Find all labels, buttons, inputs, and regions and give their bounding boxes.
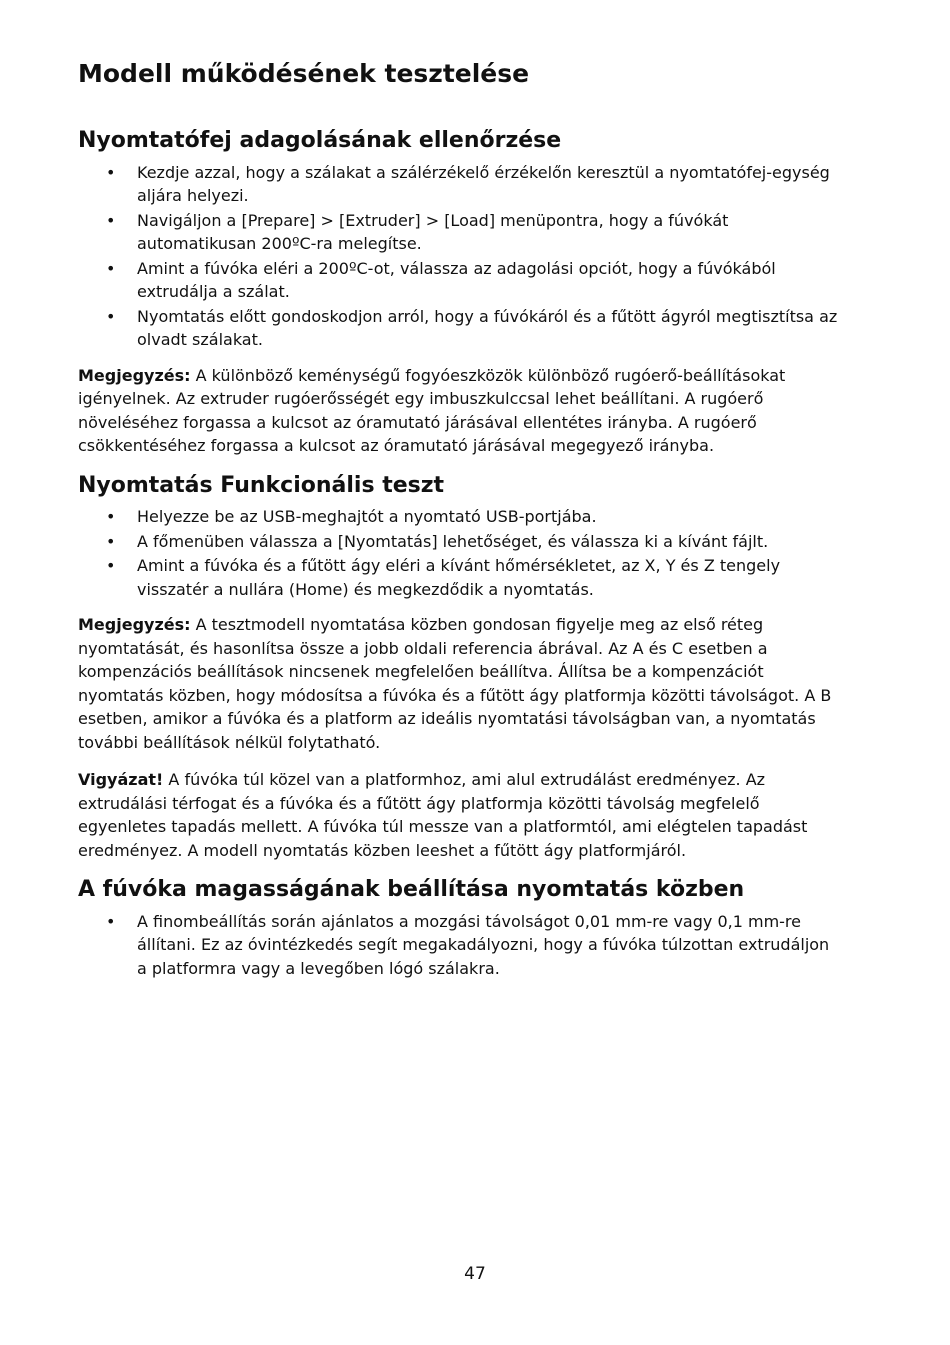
list-item-text: Navigáljon a [Prepare] > [Extruder] > [Load] menüpontra, hogy a fúvókát automatikusan 200ºC-ra melegítse.: [137, 210, 729, 254]
warning-label: Vigyázat!: [78, 770, 164, 790]
bullet-icon: •: [106, 258, 116, 278]
note-label: Megjegyzés:: [78, 365, 191, 385]
list-item: [78, 161, 838, 208]
bullet-icon: •: [106, 306, 116, 326]
page-number: 47: [464, 1264, 486, 1284]
warning-paragraph: [78, 768, 838, 862]
note-paragraph: [78, 613, 838, 754]
list-item: [78, 305, 838, 352]
list-item: [78, 505, 838, 529]
section-heading: Nyomtatófej adagolásának ellenőrzése: [78, 128, 562, 154]
note-text: A különböző keménységű fogyóeszközök különböző rugóerő-beállításokat igényelnek. Az extruder rugóerősségét egy imbuszkulccsal lehet beállítani. A rugóerő növeléséhez forgassa a kulcsot az óramutató járásával ellentétes irányba. A rugóerő csökkentéséhez forgassa a kulcsot az óramutató járásával megegyező irányba.: [78, 365, 786, 456]
warning-text: A fúvóka túl közel van a platformhoz, ami alul extrudálást eredményez. Az extrudálási térfogat és a fúvóka és a fűtött ágy platformja közötti távolság megfelelő egyenletes tapadás mellett. A fúvóka túl messze van a platformtól, ami elégtelen tapadást eredményez. A modell nyomtatás közben leeshet a fűtött ágy platformjáról.: [78, 770, 808, 860]
list-item-text: Helyezze be az USB-meghajtót a nyomtató USB-portjába.: [137, 507, 597, 527]
list-item-text: Amint a fúvóka eléri a 200ºC-ot, válassza az adagolási opciót, hogy a fúvókából extrudálja a szálat.: [137, 258, 776, 302]
list-item: [78, 530, 838, 554]
section-nozzle-height: [78, 876, 838, 980]
bullet-list: [78, 161, 838, 352]
bullet-icon: •: [106, 507, 116, 527]
list-item-text: A főmenüben válassza a [Nyomtatás] lehetőséget, és válassza ki a kívánt fájlt.: [137, 531, 769, 551]
bullet-icon: •: [106, 162, 116, 182]
list-item-text: Nyomtatás előtt gondoskodjon arról, hogy a fúvókáról és a fűtött ágyról megtisztítsa az olvadt szálakat.: [137, 306, 838, 350]
note-paragraph: [78, 364, 838, 458]
list-item-text: Kezdje azzal, hogy a szálakat a szálérzékelő érzékelőn keresztül a nyomtatófej-egység aljára helyezi.: [137, 162, 830, 206]
page-title: Modell működésének tesztelése: [78, 59, 530, 88]
section-heading: A fúvóka magasságának beállítása nyomtatás közben: [78, 877, 745, 903]
note-text: A tesztmodell nyomtatása közben gondosan figyelje meg az első réteg nyomtatását, és hasonlítsa össze a jobb oldali referencia ábrával. Az A és C esetben a kompenzációs beállítások nincsenek megfelelően beállítva. Állítsa be a kompenzációt nyomtatás közben, hogy módosítsa a fúvóka és a fűtött ágy platformja közötti távolságot. A B esetben, amikor a fúvóka és a platform az ideális nyomtatási távolságban van, a nyomtatás további beállítások nélkül folytatható.: [78, 615, 832, 752]
bullet-list: [78, 910, 838, 981]
bullet-icon: •: [106, 531, 116, 551]
list-item: [78, 209, 838, 256]
bullet-list: [78, 505, 838, 601]
section-heading: Nyomtatás Funkcionális teszt: [78, 472, 445, 498]
bullet-icon: •: [106, 556, 116, 576]
list-item-text: A finombeállítás során ajánlatos a mozgási távolságot 0,01 mm-re vagy 0,1 mm-re állítani. Ez az óvintézkedés segít megakadályozni, hogy a fúvóka túlzottan extrudáljon a platformra vagy a levegőben lógó szálakra.: [137, 911, 830, 978]
list-item: [78, 910, 838, 981]
list-item-text: Amint a fúvóka és a fűtött ágy eléri a kívánt hőmérsékletet, az X, Y és Z tengely visszatér a nullára (Home) és megkezdődik a nyomtatás.: [137, 556, 781, 599]
bullet-icon: •: [106, 210, 116, 230]
bullet-icon: •: [106, 911, 116, 931]
document-page: [78, 58, 838, 992]
list-item: [78, 257, 838, 304]
section-functional-test: [78, 472, 838, 863]
section-printhead-feed: [78, 127, 838, 458]
list-item: [78, 554, 838, 601]
note-label: Megjegyzés:: [78, 615, 191, 635]
